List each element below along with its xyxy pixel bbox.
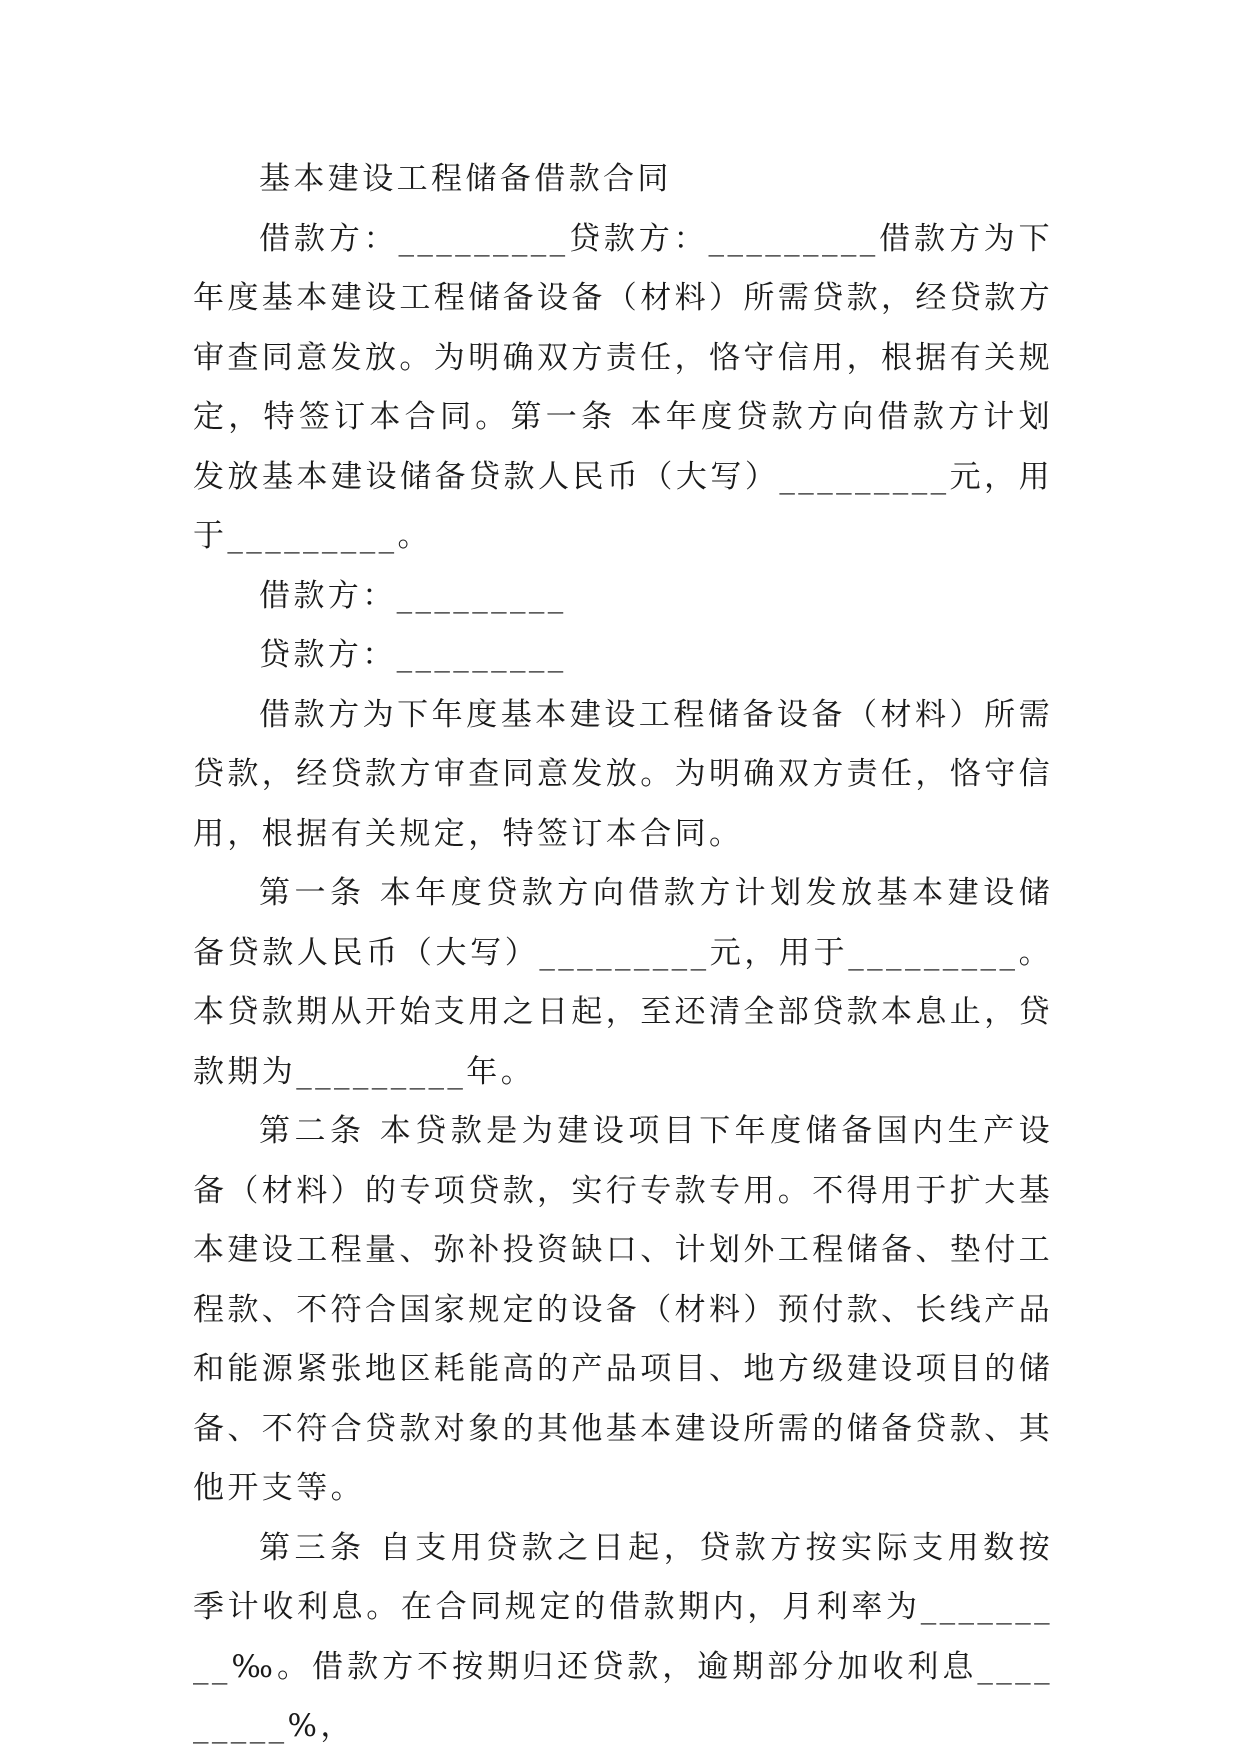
paragraph-borrower-line: 借款方：_________ [259,577,567,614]
paragraph-article-1: 第一条 本年度贷款方向借款方计划发放基本建设储备贷款人民币（大写）_________元，用于_________。本贷款期从开始支用之日起，至还清全部贷款本息止，贷款期为_________年。 [193,875,1053,1090]
paragraph-article-3: 第三条 自支用贷款之日起，贷款方按实际支用数按季计收利息。在合同规定的借款期内，月利率为_________‰。借款方不按期归还贷款，逾期部分加收利息_________%， [193,1529,1053,1744]
contract-page [193,150,1053,1757]
paragraph-preamble: 借款方为下年度基本建设工程储备设备（材料）所需贷款，经贷款方审查同意发放。为明确双方责任，恪守信用，根据有关规定，特签订本合同。 [193,696,1053,852]
document-title: 基本建设工程储备借款合同 [259,161,672,197]
paragraph-lender-line: 贷款方：_________ [259,637,567,673]
paragraph-article-2: 第二条 本贷款是为建设项目下年度储备国内生产设备（材料）的专项贷款，实行专款专用。不得用于扩大基本建设工程量、弥补投资缺口、计划外工程储备、垫付工程款、不符合国家规定的设备（材料）预付款、长线产品和能源紧张地区耗能高的产品项目、地方级建设项目的储备、不符合贷款对象的其他基本建设所需的储备贷款、其他开支等。 [193,1113,1053,1506]
paragraph-opening-summary: 借款方：_________贷款方：_________借款方为下年度基本建设工程储备设备（材料）所需贷款，经贷款方审查同意发放。为明确双方责任，恪守信用，根据有关规定，特签订本合同。第一条 本年度贷款方向借款方计划发放基本建设储备贷款人民币（大写）_________元，用于_________。 [193,220,1053,554]
